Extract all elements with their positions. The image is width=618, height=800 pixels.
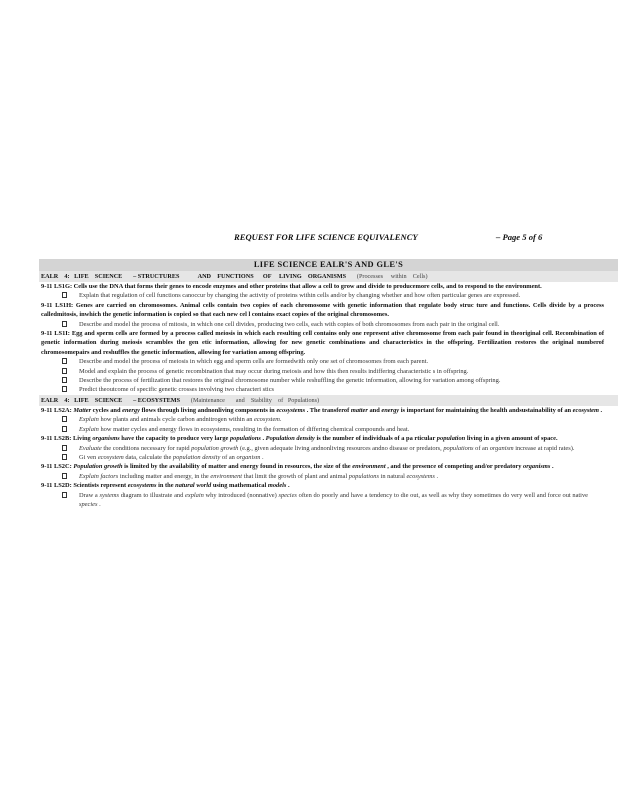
indicator-text: Model and explain the process of genetic recombination that may occur during meiosis and how this then results indiffering characteristic s in offspring. [79,367,469,375]
standard-text: Living organisms have the capacity to produce very large populations . Population density is the number of individuals of a pa rticular population living in a given amount of space. [72,435,558,443]
checkbox-bullet-icon [62,454,67,460]
standard-statement [39,282,618,291]
ealr-label: EALR 4: LIFE SCIENCE – ECOSYSTEMS [41,396,191,404]
indicator-text: Evaluate the conditions necessary for rapid population growth (e.g., given adequate living andnonliving resources andno disease or predators, populations of an organism increase at rapid rates). [79,444,575,452]
page-header [234,232,564,242]
performance-indicator [39,385,618,394]
standard-code: 9-11 LS2D: [41,482,74,490]
standard-code: 9-11 LS1I: [41,330,72,338]
ealr-heading [39,271,618,282]
standard-statement [39,481,618,490]
indicator-text: Draw a systems diagram to illustrate and explain why introduced (nonnative) species often do poorly and have a tendency to die out, as well as why they sometimes do very well and force out native species . [79,491,588,508]
checkbox-bullet-icon [62,445,67,451]
standard-text: Cells use the DNA that forms their genes to encode enzymes and other proteins that allow a cell to grow and divide to producemore cells, and to respond to the environment. [73,283,542,290]
indicator-text: Explain how matter cycles and energy flows in ecosystems, resulting in the formation of differing chemical compounds and heat. [79,425,410,433]
checkbox-bullet-icon [62,292,67,298]
performance-indicator [39,472,618,481]
indicator-text: Gi ven ecosystem data, calculate the population density of an organism . [79,453,264,461]
page-number: – Page 5 of 6 [496,232,543,242]
document-title: REQUEST FOR LIFE SCIENCE EQUIVALENCY [234,232,418,242]
indicator-text: Explain factors including matter and energy, in the environment that limit the growth of plant and animal populations in natural ecosystems . [79,472,439,480]
ealr-label: EALR 4: LIFE SCIENCE – STRUCTURES AND FUNCTIONS OF LIVING ORGANISMS [41,273,357,280]
indicator-text: Explain that regulation of cell functions canoccur by changing the activity of proteins within cells and/or by changing whether and how often particular genes are expressed. [79,292,521,300]
indicator-text: Describe and model the process of meiosis in which egg and sperm cells are formedwith only one set of chromosomes from each parent. [79,358,429,366]
performance-indicator [39,415,618,424]
checkbox-bullet-icon [62,368,67,374]
standard-code: 9-11 LS2C: [41,463,74,471]
ealr-sublabel: (Maintenance and Stability of Populations) [190,396,320,404]
standard-code: 9-11 LS2B: [41,435,73,443]
standard-text: Matter cycles and energy flows through living andnonliving components in ecosystems . The transferof matter and energy is important for maintaining the health andsustainability of an ecosystem . [73,406,603,414]
checkbox-bullet-icon [62,358,67,364]
checkbox-bullet-icon [62,473,67,479]
indicator-text: Explain how plants and animals cycle carbon andnitrogen within an ecosystem. [79,416,282,424]
performance-indicator [39,376,618,385]
checkbox-bullet-icon [62,377,67,383]
checkbox-bullet-icon [62,426,67,432]
standard-statement [39,406,618,415]
standard-statement [39,301,618,320]
performance-indicator [39,491,618,510]
standard-statement [39,329,618,357]
ealr-sections [39,271,618,509]
indicator-text: Predict theoutcome of specific genetic crosses involving two characteri stics [79,386,275,394]
performance-indicator [39,357,618,366]
standard-code: 9-11 LS2A: [41,406,74,414]
checkbox-bullet-icon [62,416,67,422]
standard-text: Genes are carried on chromosomes. Animal cells contain two copies of each chromosome with genetic information that regulate body struc ture and functions. Cells divide by a process calledmitosis, inwhich the genetic information is copied so that each new cel l contains exact copies of the original chromosomes. [41,301,604,319]
standard-statement [39,462,618,471]
performance-indicator [39,320,618,329]
performance-indicator [39,291,618,300]
document-body [39,259,618,509]
standard-statement [39,434,618,443]
checkbox-bullet-icon [62,492,67,498]
standard-code: 9-11 LS1H: [41,301,76,309]
standard-text: Population growth is limited by the availability of matter and energy found in resources, the size of the environment , and the presence of competing and/or predatory organisms . [73,463,554,471]
checkbox-bullet-icon [62,386,67,392]
standard-code: 9-11 LS1G: [41,283,74,290]
standard-text: Egg and sperm cells are formed by a process called meiosis in which each resulting cell contains only one represent ative chromosome from each pair found in theoriginal cell. Recombination of genetic information during meiosis scrambles the gen etic information, allowing for new genetic combinations and characteristics in the offspring. Fertilization restores the original numberof chromosomepairs and reshuffles the genetic information, allowing for variation among offspring. [41,330,604,356]
performance-indicator [39,444,618,453]
performance-indicator [39,367,618,376]
section-title: LIFE SCIENCE EALR'S AND GLE'S [39,259,618,271]
ealr-sublabel: (Processes within Cells) [356,273,428,280]
checkbox-bullet-icon [62,321,67,327]
ealr-heading [39,395,618,406]
standard-text: Scientists represent ecosystems in the natural world using mathematical models . [73,482,290,490]
performance-indicator [39,453,618,462]
indicator-text: Describe and model the process of mitosis, in which one cell divides, producing two cells, each with copies of both chromosomes from each pair in the original cell. [79,320,500,328]
indicator-text: Describe the process of fertilization that restores the original chromosome number while reshuffling the genetic information, allowing for variation among offspring. [79,377,501,385]
performance-indicator [39,425,618,434]
